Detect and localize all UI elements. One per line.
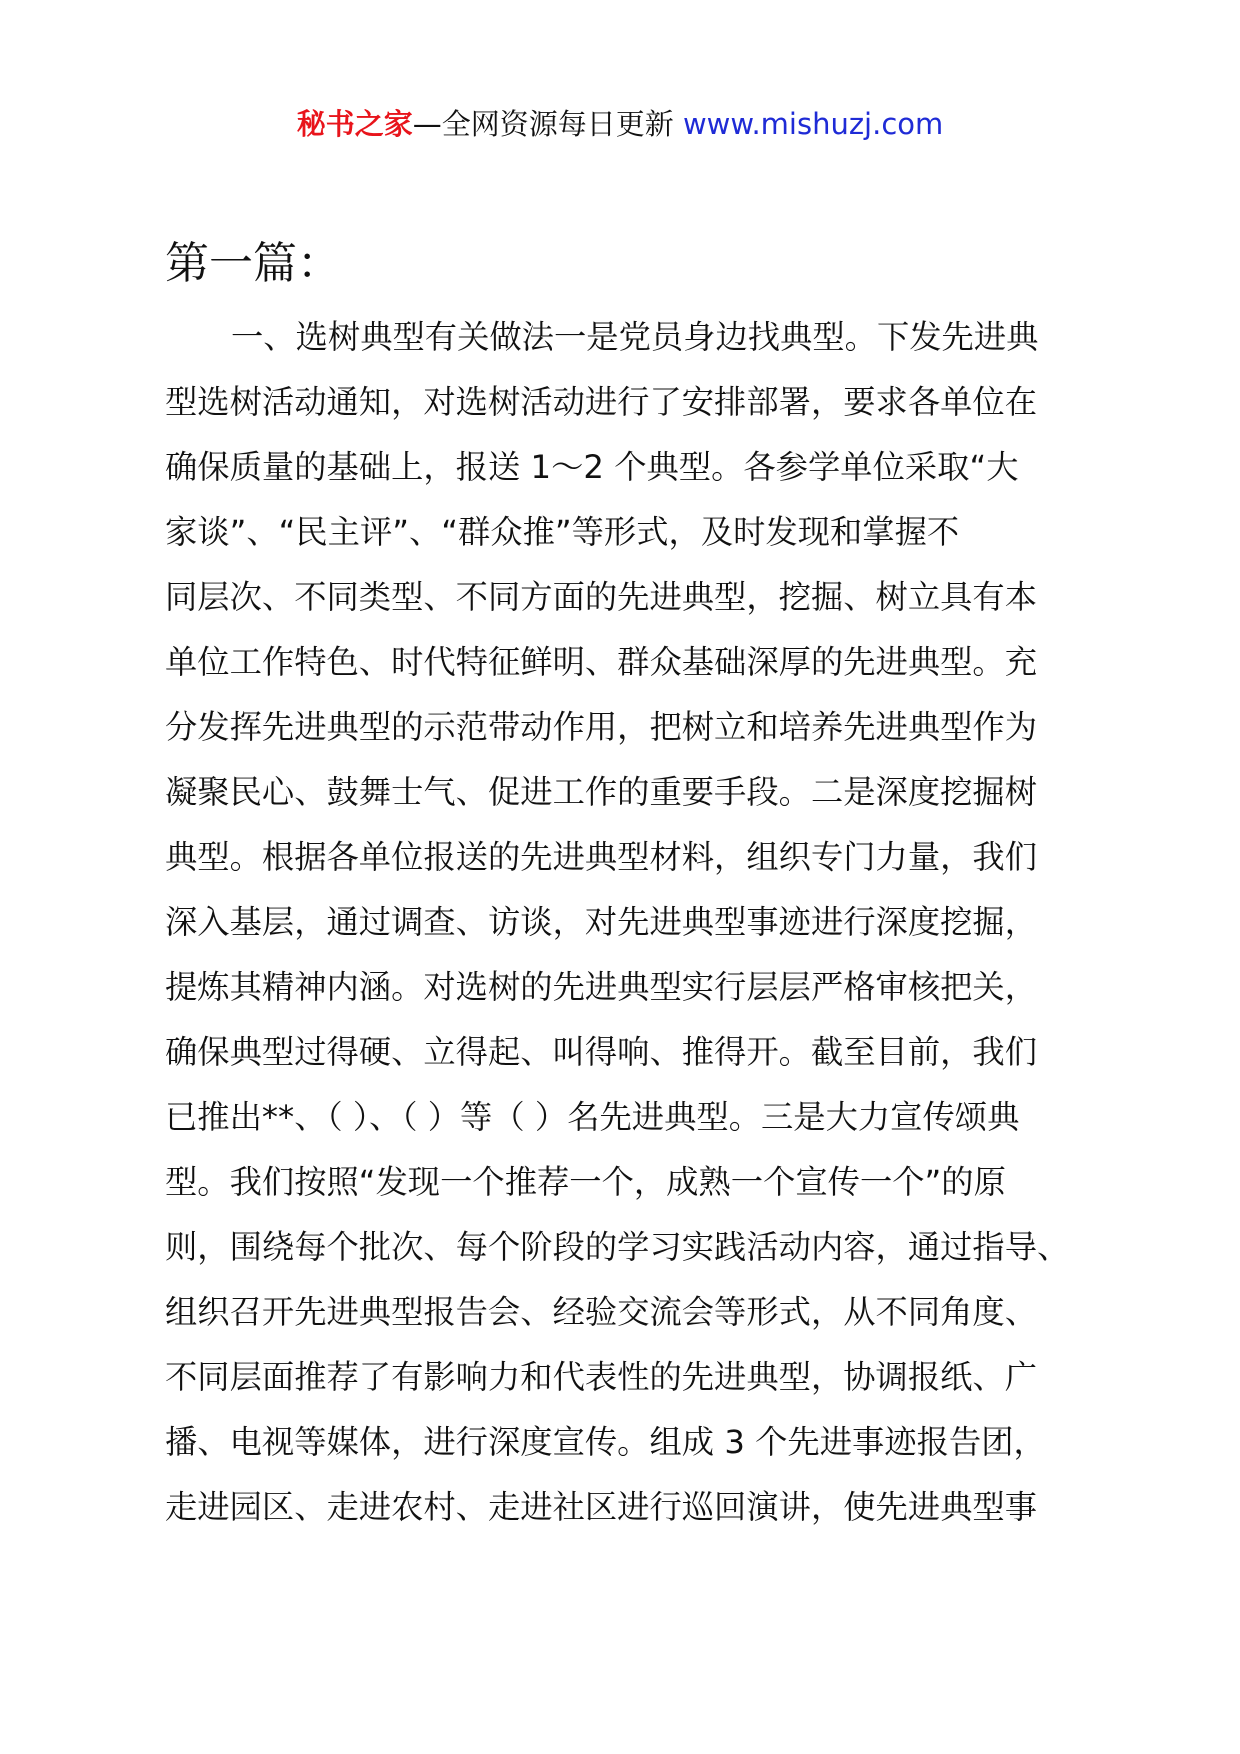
body-line: 一、选树典型有关做法一是党员身边找典型。下发先进典 bbox=[231, 318, 1039, 356]
body-line: 播、电视等媒体，进行深度宣传。组成 3 个先进事迹报告团， bbox=[165, 1423, 1046, 1461]
document-body bbox=[165, 305, 1090, 1540]
body-line: 组织召开先进典型报告会、经验交流会等形式，从不同角度、 bbox=[165, 1293, 1038, 1331]
body-line: 同层次、不同类型、不同方面的先进典型，挖掘、树立具有本 bbox=[165, 578, 1038, 616]
body-line: 分发挥先进典型的示范带动作用，把树立和培养先进典型作为 bbox=[165, 708, 1038, 746]
body-line: 典型。根据各单位报送的先进典型材料，组织专门力量，我们 bbox=[165, 838, 1038, 876]
brand-name: 秘书之家 bbox=[296, 107, 413, 141]
page-header bbox=[0, 104, 1240, 144]
body-line: 单位工作特色、时代特征鲜明、群众基础深厚的先进典型。充 bbox=[165, 643, 1038, 681]
body-line: 家谈”、“民主评”、“群众推”等形式，及时发现和掌握不 bbox=[165, 513, 960, 551]
body-line: 则，围绕每个批次、每个阶段的学习实践活动内容，通过指导、 bbox=[165, 1228, 1070, 1266]
body-line: 不同层面推荐了有影响力和代表性的先进典型，协调报纸、广 bbox=[165, 1358, 1038, 1396]
body-line: 型选树活动通知，对选树活动进行了安排部署，要求各单位在 bbox=[165, 383, 1038, 421]
body-line: 确保质量的基础上，报送 1～2 个典型。各参学单位采取“大 bbox=[165, 448, 1019, 486]
body-line: 凝聚民心、鼓舞士气、促进工作的重要手段。二是深度挖掘树 bbox=[165, 773, 1038, 811]
body-line: 确保典型过得硬、立得起、叫得响、推得开。截至目前，我们 bbox=[165, 1033, 1038, 1071]
body-line: 已推出**、（ ）、（ ）等（ ）名先进典型。三是大力宣传颂典 bbox=[165, 1098, 1020, 1136]
website-link[interactable]: www.mishuzj.com bbox=[682, 107, 944, 141]
body-line: 走进园区、走进农村、走进社区进行巡回演讲，使先进典型事 bbox=[165, 1488, 1038, 1526]
header-slogan: —全网资源每日更新 bbox=[412, 107, 683, 141]
body-line: 提炼其精神内涵。对选树的先进典型实行层层严格审核把关， bbox=[165, 968, 1038, 1006]
body-line: 型。我们按照“发现一个推荐一个，成熟一个宣传一个”的原 bbox=[165, 1163, 1006, 1201]
document-title: 第一篇： bbox=[165, 238, 341, 289]
body-line: 深入基层，通过调查、访谈，对先进典型事迹进行深度挖掘， bbox=[165, 903, 1038, 941]
